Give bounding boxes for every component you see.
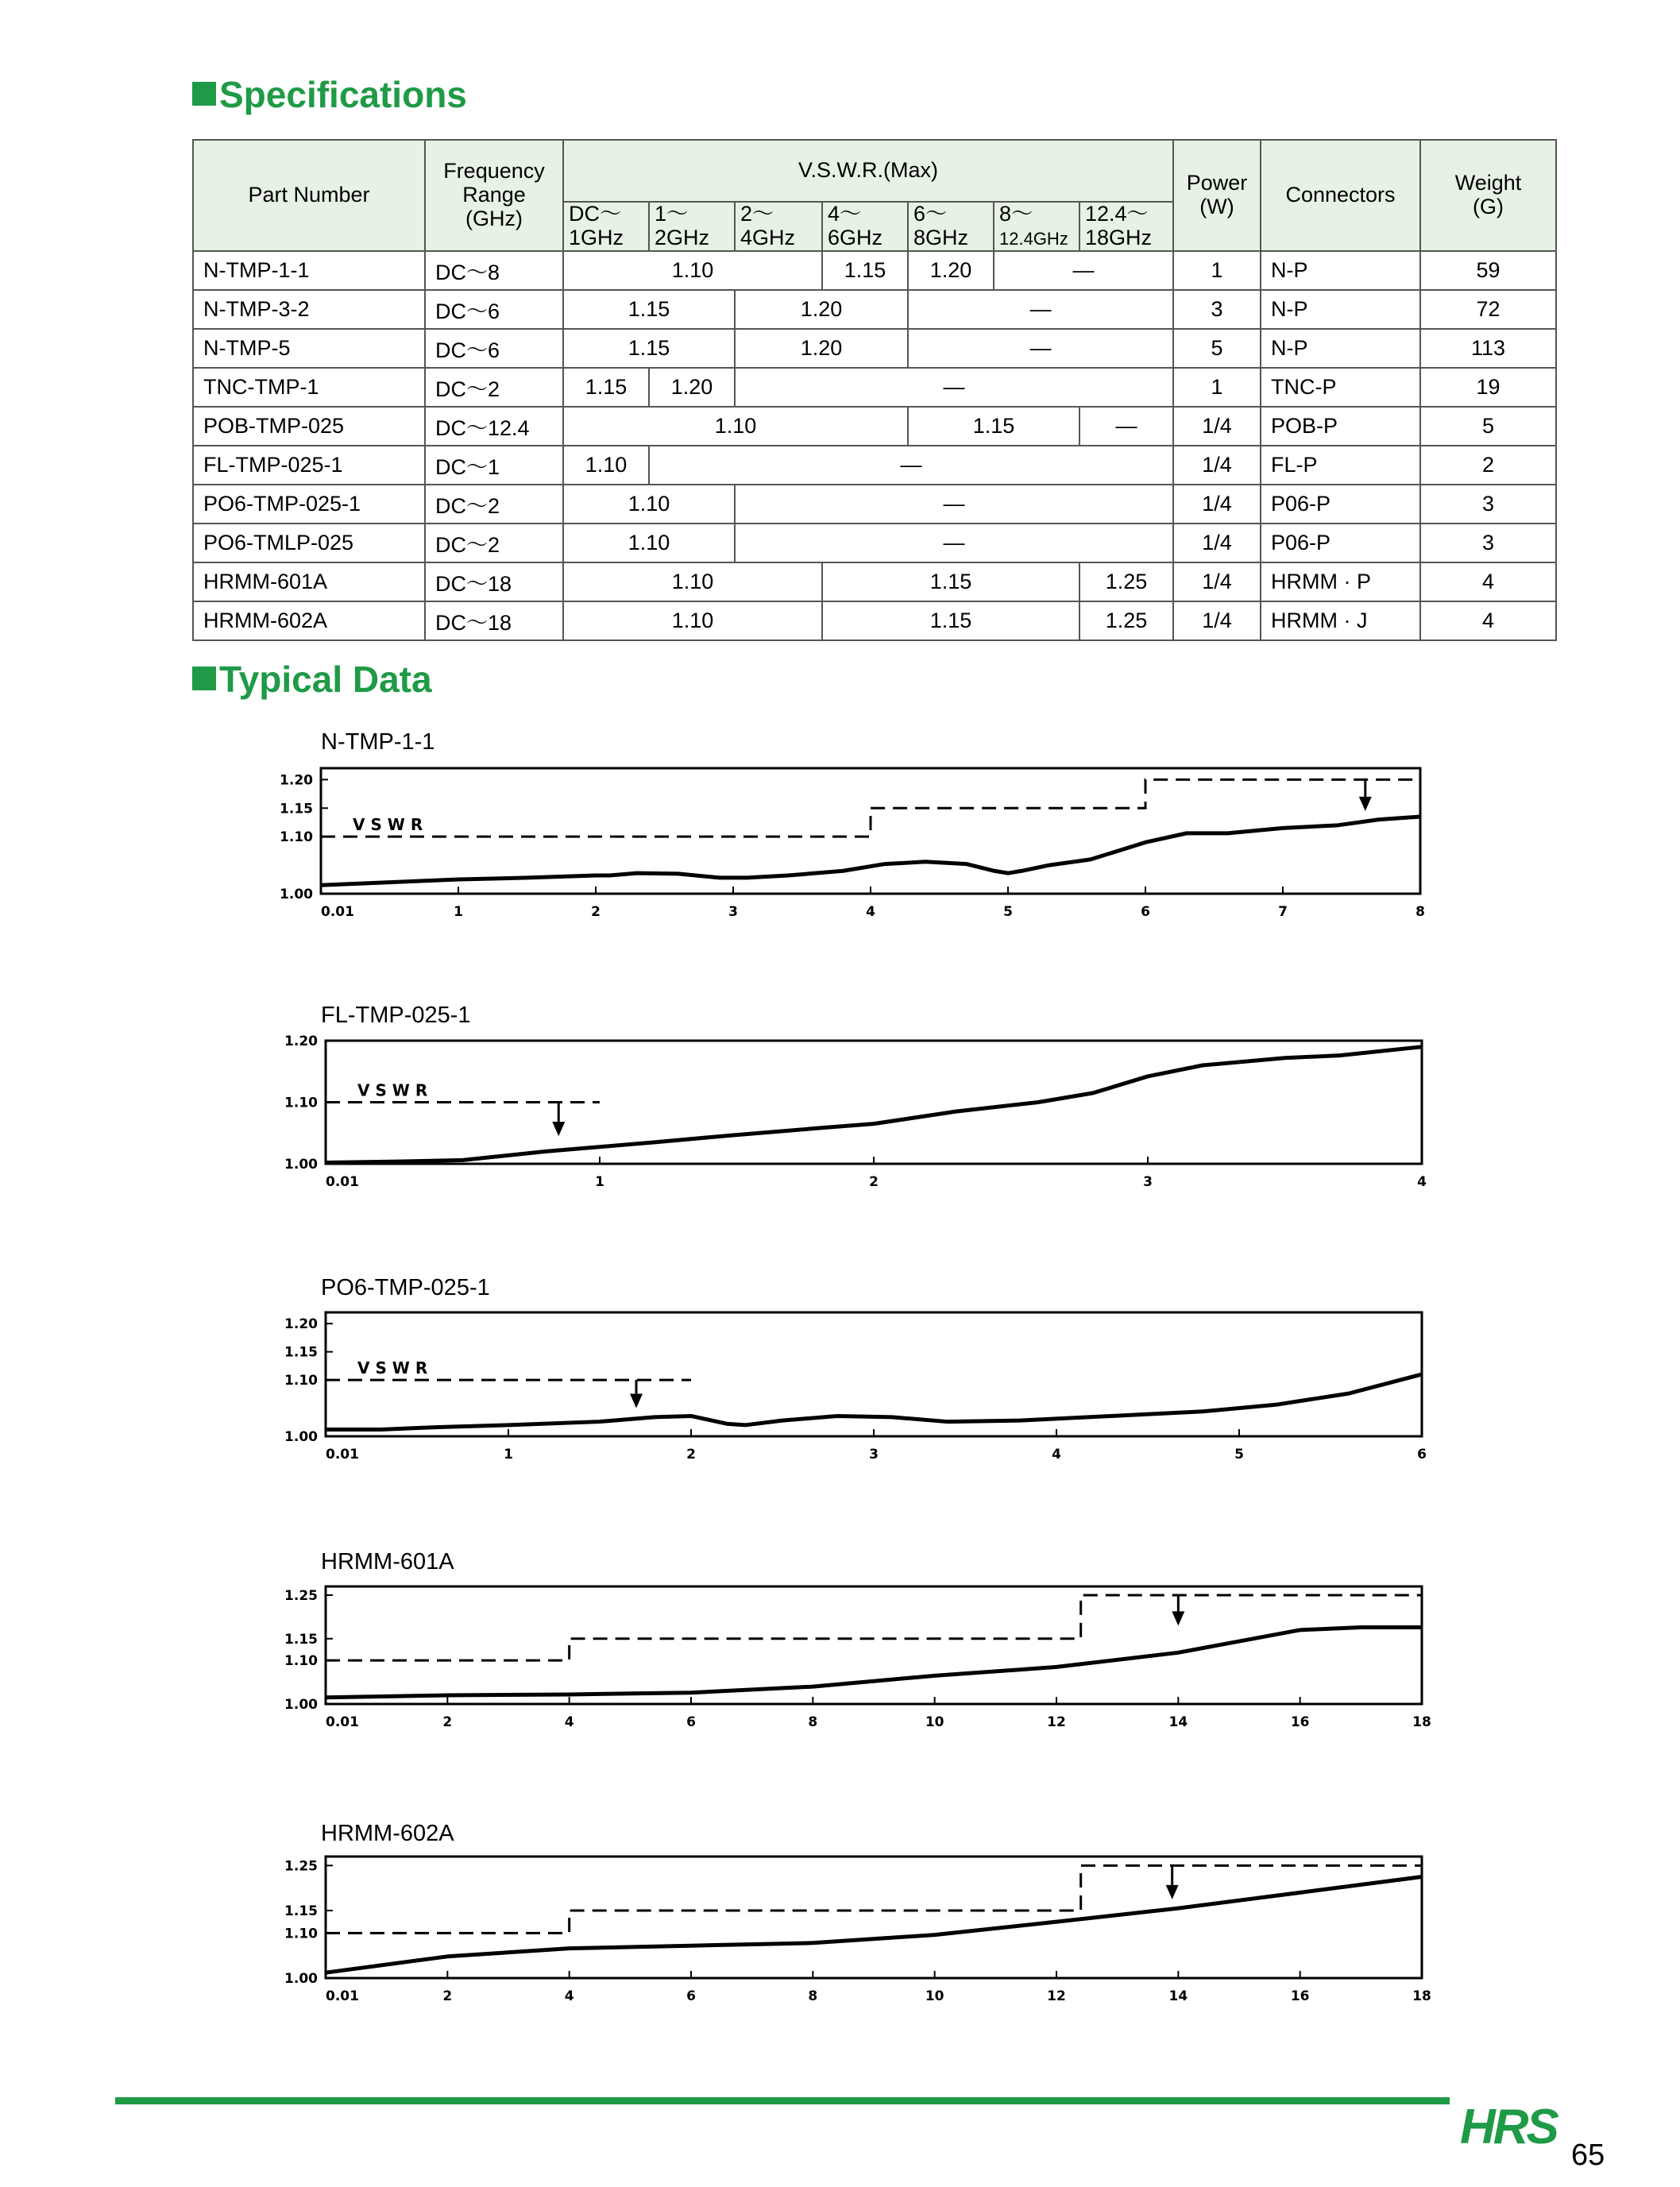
table-cell: — [1079, 407, 1173, 446]
table-cell: 1 [1173, 251, 1261, 290]
table-cell: 1/4 [1173, 524, 1261, 562]
spec-limit-line [321, 779, 1420, 837]
table-cell: DC～2 [425, 524, 563, 562]
table-row [193, 290, 1556, 329]
header-band: 4～ 6GHz [822, 202, 908, 251]
table-cell: — [994, 251, 1173, 290]
header-band: 1～ 2GHz [649, 202, 735, 251]
table-cell: PO6-TMP-025-1 [193, 485, 425, 524]
specifications-heading: Specifications [192, 73, 467, 116]
y-tick-label: 1.00 [284, 1157, 318, 1173]
y-tick-label: 1.10 [284, 1926, 318, 1942]
vswr-label: V S W R [357, 1358, 428, 1378]
table-cell: DC～6 [425, 290, 563, 329]
x-tick-label: 2 [442, 1714, 453, 1730]
table-cell: 1.10 [563, 601, 822, 640]
table-cell: 1.15 [563, 368, 649, 407]
table-cell: 3 [1173, 290, 1261, 329]
x-tick-label: 6 [686, 1714, 696, 1730]
table-cell: 5 [1173, 329, 1261, 368]
specifications-table [192, 139, 1557, 641]
table-cell: DC～2 [425, 485, 563, 524]
x-tick-label: 4 [564, 1714, 574, 1730]
arrow-head-icon [1166, 1885, 1179, 1899]
header-power: Power (W) [1173, 140, 1261, 251]
table-cell: 4 [1420, 562, 1556, 601]
y-tick-label: 1.00 [284, 1971, 318, 1987]
x-tick-label: 12 [1047, 1714, 1066, 1730]
table-cell: 1/4 [1173, 601, 1261, 640]
table-cell: HRMM · P [1261, 562, 1420, 601]
table-cell: 1.10 [563, 407, 908, 446]
x-tick-label: 5 [1003, 904, 1013, 920]
table-cell: 3 [1420, 524, 1556, 562]
chart-hrmm-602a [0, 1847, 1680, 2030]
header-band: 8～ 12.4GHz [994, 202, 1079, 251]
table-cell: 1/4 [1173, 562, 1261, 601]
table-cell: N-P [1261, 251, 1420, 290]
vswr-data-line [326, 1877, 1422, 1973]
hrs-logo: HRS [1460, 2100, 1557, 2154]
header-band: 12.4～ 18GHz [1079, 202, 1173, 251]
chart-title-n-tmp-1-1: N-TMP-1-1 [321, 729, 435, 755]
y-tick-label: 1.10 [280, 829, 313, 846]
x-tick-label: 2 [869, 1174, 879, 1190]
table-cell: 1.25 [1079, 601, 1173, 640]
arrow-head-icon [552, 1122, 565, 1136]
table-row [193, 446, 1556, 485]
footer-rule [115, 2097, 1450, 2104]
table-cell: P06-P [1261, 524, 1420, 562]
table-cell: N-TMP-5 [193, 329, 425, 368]
y-tick-label: 1.20 [284, 1316, 318, 1333]
header-band: 2～ 4GHz [735, 202, 822, 251]
x-tick-label: 4 [866, 904, 875, 920]
y-tick-label: 1.25 [284, 1858, 318, 1875]
table-cell: — [735, 524, 1173, 562]
table-cell: POB-TMP-025 [193, 407, 425, 446]
x-tick-label: 18 [1412, 1988, 1431, 2004]
x-tick-label: 8 [1415, 904, 1425, 920]
table-cell: DC～8 [425, 251, 563, 290]
table-cell: 1.15 [563, 329, 735, 368]
table-cell: HRMM · J [1261, 601, 1420, 640]
table-cell: 5 [1420, 407, 1556, 446]
x-tick-label: 6 [1141, 904, 1150, 920]
table-cell: 4 [1420, 601, 1556, 640]
y-tick-label: 1.10 [284, 1373, 318, 1389]
x-tick-label: 2 [442, 1988, 453, 2004]
y-tick-label: 1.25 [284, 1587, 318, 1604]
header-frequency-range: Frequency Range (GHz) [425, 140, 563, 251]
x-tick-label: 0.01 [326, 1714, 359, 1730]
table-cell: 1.10 [563, 446, 649, 485]
x-tick-label: 6 [1417, 1447, 1427, 1463]
table-cell: POB-P [1261, 407, 1420, 446]
table-cell: — [649, 446, 1173, 485]
table-cell: 1.15 [563, 290, 735, 329]
y-tick-label: 1.00 [284, 1429, 318, 1445]
table-row [193, 485, 1556, 524]
x-tick-label: 3 [869, 1447, 879, 1463]
table-cell: 1 [1173, 368, 1261, 407]
arrow-head-icon [1359, 797, 1372, 811]
vswr-label: V S W R [353, 815, 423, 835]
table-cell: 1/4 [1173, 407, 1261, 446]
y-tick-label: 1.20 [280, 772, 313, 789]
x-tick-label: 12 [1047, 1988, 1066, 2004]
x-tick-label: 10 [925, 1988, 944, 2004]
table-cell: — [908, 329, 1173, 368]
x-tick-label: 10 [925, 1714, 944, 1730]
spec-limit-line [326, 1595, 1422, 1660]
table-cell: N-TMP-3-2 [193, 290, 425, 329]
table-row [193, 329, 1556, 368]
table-cell: — [735, 485, 1173, 524]
table-cell: 1.20 [908, 251, 994, 290]
x-tick-label: 8 [808, 1714, 818, 1730]
page-number: 65 [1571, 2139, 1605, 2172]
x-tick-label: 2 [591, 904, 601, 920]
y-tick-label: 1.20 [284, 1034, 318, 1049]
x-tick-label: 1 [454, 904, 463, 920]
table-cell: FL-P [1261, 446, 1420, 485]
table-cell: DC～18 [425, 562, 563, 601]
vswr-label: V S W R [357, 1080, 428, 1100]
x-tick-label: 0.01 [326, 1447, 359, 1463]
table-cell: 1.15 [822, 601, 1079, 640]
table-cell: TNC-P [1261, 368, 1420, 407]
x-tick-label: 14 [1168, 1714, 1188, 1730]
table-cell: DC～12.4 [425, 407, 563, 446]
x-tick-label: 16 [1290, 1714, 1310, 1730]
y-tick-label: 1.10 [284, 1095, 318, 1111]
header-connectors: Connectors [1261, 140, 1420, 251]
x-tick-label: 7 [1278, 904, 1288, 920]
x-tick-label: 5 [1234, 1447, 1244, 1463]
typical-data-heading: Typical Data [192, 658, 432, 701]
vswr-data-line [326, 1047, 1422, 1163]
x-tick-label: 3 [728, 904, 738, 920]
table-cell: 2 [1420, 446, 1556, 485]
table-cell: FL-TMP-025-1 [193, 446, 425, 485]
x-tick-label: 0.01 [321, 904, 354, 920]
header-weight: Weight (G) [1420, 140, 1556, 251]
chart-n-tmp-1-1 [0, 759, 1680, 941]
table-cell: TNC-TMP-1 [193, 368, 425, 407]
table-row [193, 251, 1556, 290]
arrow-head-icon [1172, 1611, 1184, 1625]
table-cell: 1.10 [563, 251, 822, 290]
table-cell: 1.25 [1079, 562, 1173, 601]
table-cell: HRMM-601A [193, 562, 425, 601]
table-cell: 1.15 [822, 251, 908, 290]
y-tick-label: 1.15 [284, 1344, 318, 1361]
header-band: DC～ 1GHz [563, 202, 649, 251]
y-tick-label: 1.15 [280, 801, 313, 817]
x-tick-label: 3 [1143, 1174, 1153, 1190]
plot-frame [326, 1857, 1422, 1978]
chart-po6-tmp-025-1 [0, 1303, 1680, 1486]
x-tick-label: 16 [1290, 1988, 1310, 2004]
table-cell: DC～18 [425, 601, 563, 640]
bullet-square-icon [192, 82, 216, 106]
chart-fl-tmp-025-1 [0, 1033, 1680, 1215]
table-cell: 1.20 [649, 368, 735, 407]
chart-title-hrmm-602a: HRMM-602A [321, 1821, 454, 1846]
x-tick-label: 4 [1052, 1447, 1061, 1463]
table-cell: — [735, 368, 1173, 407]
table-row [193, 368, 1556, 407]
vswr-data-line [326, 1374, 1422, 1429]
header-part-number: Part Number [193, 140, 425, 251]
y-tick-label: 1.00 [280, 887, 313, 902]
table-cell: 1.20 [735, 290, 908, 329]
x-tick-label: 4 [1417, 1174, 1427, 1190]
table-cell: 1.10 [563, 524, 735, 562]
chart-title-po6-tmp-025-1: PO6-TMP-025-1 [321, 1275, 490, 1300]
table-cell: HRMM-602A [193, 601, 425, 640]
table-row [193, 562, 1556, 601]
x-tick-label: 8 [808, 1988, 818, 2004]
plot-frame [326, 1586, 1422, 1704]
arrow-head-icon [630, 1394, 643, 1408]
x-tick-label: 0.01 [326, 1988, 359, 2004]
table-cell: 1.15 [908, 407, 1079, 446]
table-cell: 59 [1420, 251, 1556, 290]
table-cell: 1.10 [563, 485, 735, 524]
y-tick-label: 1.00 [284, 1697, 318, 1713]
table-cell: DC～1 [425, 446, 563, 485]
x-tick-label: 4 [564, 1988, 574, 2004]
table-cell: — [908, 290, 1173, 329]
x-tick-label: 14 [1168, 1988, 1188, 2004]
table-cell: N-P [1261, 329, 1420, 368]
bullet-square-icon [192, 667, 216, 690]
x-tick-label: 18 [1412, 1714, 1431, 1730]
table-cell: 1.15 [822, 562, 1079, 601]
x-tick-label: 1 [504, 1447, 513, 1463]
table-cell: 72 [1420, 290, 1556, 329]
chart-hrmm-601a [0, 1577, 1680, 1760]
table-cell: PO6-TMLP-025 [193, 524, 425, 562]
table-cell: N-P [1261, 290, 1420, 329]
x-tick-label: 6 [686, 1988, 696, 2004]
table-row [193, 407, 1556, 446]
table-cell: 113 [1420, 329, 1556, 368]
y-tick-label: 1.15 [284, 1631, 318, 1648]
x-tick-label: 2 [686, 1447, 696, 1463]
header-band: 6～ 8GHz [908, 202, 994, 251]
header-vswr: V.S.W.R.(Max) [563, 140, 1173, 202]
table-cell: 1/4 [1173, 485, 1261, 524]
x-tick-label: 0.01 [326, 1174, 359, 1190]
table-cell: DC～2 [425, 368, 563, 407]
y-tick-label: 1.10 [284, 1653, 318, 1670]
table-row [193, 601, 1556, 640]
chart-title-fl-tmp-025-1: FL-TMP-025-1 [321, 1003, 471, 1028]
chart-title-hrmm-601a: HRMM-601A [321, 1549, 454, 1575]
table-cell: 19 [1420, 368, 1556, 407]
table-cell: 1.20 [735, 329, 908, 368]
table-cell: 3 [1420, 485, 1556, 524]
y-tick-label: 1.15 [284, 1903, 318, 1919]
table-cell: 1/4 [1173, 446, 1261, 485]
x-tick-label: 1 [595, 1174, 604, 1190]
table-cell: DC～6 [425, 329, 563, 368]
table-row [193, 524, 1556, 562]
table-cell: P06-P [1261, 485, 1420, 524]
table-cell: 1.10 [563, 562, 822, 601]
table-cell: N-TMP-1-1 [193, 251, 425, 290]
